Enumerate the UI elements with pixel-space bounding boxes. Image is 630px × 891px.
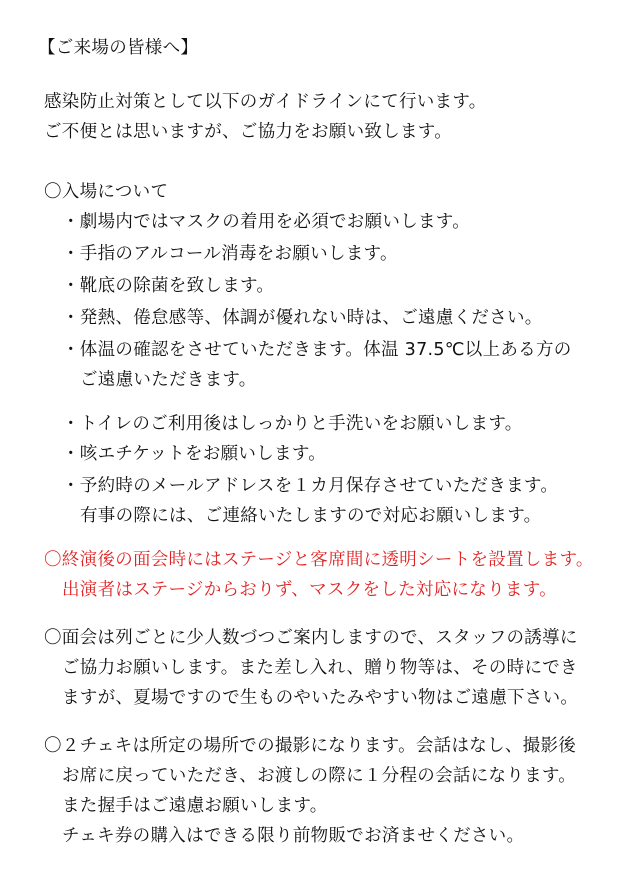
entry-item: ・劇場内ではマスクの着用を必須でお願いします。	[62, 212, 470, 232]
notice-title: 【ご来場の皆様へ】	[38, 38, 199, 58]
other-item-continuation: 有事の際には、ご連絡いたしますので対応お願いします。	[80, 506, 542, 526]
entry-item: ・体温の確認をさせていただきます。体温 37.5℃以上ある方の	[62, 340, 572, 360]
entry-item: ・靴底の除菌を致します。	[62, 276, 275, 296]
transparent-sheet-notice: 〇終演後の面会時にはステージと客席間に透明シートを設置します。	[44, 550, 594, 570]
other-item: ・咳エチケットをお願いします。	[62, 444, 327, 464]
entry-heading: 〇入場について	[44, 182, 169, 202]
cheki-line: チェキ券の購入はできる限り前物販でお済ませください。	[62, 826, 525, 846]
other-item: ・トイレのご利用後はしっかりと手洗いをお願いします。	[62, 414, 523, 434]
performer-notice: 出演者はステージからおりず、マスクをした対応になります。	[62, 580, 557, 600]
cheki-line: また握手はご遠慮お願いします。	[62, 796, 328, 816]
meeting-line: 〇面会は列ごとに少人数づつご案内しますので、スタッフの誘導に	[44, 628, 578, 648]
intro-line-1: 感染防止対策として以下のガイドラインにて行います。	[44, 92, 487, 112]
cheki-line: 〇２チェキは所定の場所での撮影になります。会話はなし、撮影後	[44, 736, 577, 756]
entry-item-continuation: ご遠慮いただきます。	[80, 370, 257, 390]
entry-item: ・手指のアルコール消毒をお願いします。	[62, 244, 398, 264]
meeting-line: ご協力お願いします。また差し入れ、贈り物等は、その時にでき	[62, 658, 578, 678]
other-item: ・予約時のメールアドレスを１カ月保存させていただきます。	[62, 476, 559, 496]
meeting-line: ますが、夏場ですので生ものやいたみやすい物はご遠慮下さい。	[62, 688, 579, 708]
cheki-line: お席に戻っていただき、お渡しの際に１分程の会話になります。	[62, 766, 577, 786]
intro-line-2: ご不便とは思いますが、ご協力をお願い致します。	[44, 122, 452, 142]
entry-item: ・発熱、倦怠感等、体調が優れない時は、ご遠慮ください。	[62, 308, 543, 328]
